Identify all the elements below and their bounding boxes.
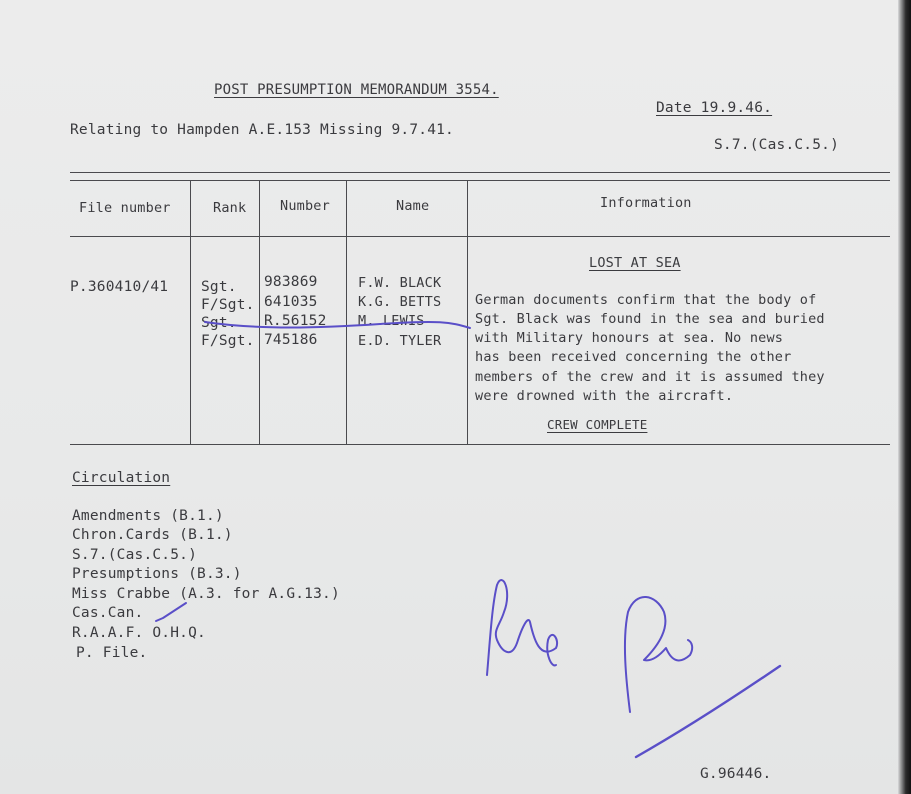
footer-reference: G.96446.	[700, 766, 772, 782]
row-1-rank: Sgt.	[201, 279, 237, 295]
row-4-name: E.D. TYLER	[358, 333, 442, 349]
circulation-item: P. File.	[76, 645, 148, 661]
memo-title: POST PRESUMPTION MEMORANDUM 3554.	[214, 82, 499, 98]
memo-date: Date 19.9.46.	[656, 100, 773, 116]
header-rank: Rank	[213, 200, 247, 216]
row-2-rank: F/Sgt.	[201, 297, 255, 313]
row-3-number: R.56152	[264, 313, 327, 329]
info-line-6: were drowned with the aircraft.	[475, 388, 734, 404]
info-line-5: members of the crew and it is assumed they	[475, 369, 825, 385]
info-footer: CREW COMPLETE	[547, 417, 648, 432]
circulation-item: Chron.Cards (B.1.)	[72, 527, 233, 543]
info-heading: LOST AT SEA	[589, 255, 681, 271]
circulation-item: R.A.A.F. O.H.Q.	[72, 625, 206, 641]
header-file-number: File number	[79, 200, 171, 216]
file-number-value: P.360410/41	[70, 279, 169, 295]
memo-relating: Relating to Hampden A.E.153 Missing 9.7.41.	[70, 122, 454, 138]
row-1-name: F.W. BLACK	[358, 275, 442, 291]
info-line-1: German documents confirm that the body of	[475, 292, 817, 308]
strike-line	[205, 322, 470, 328]
scan-edge	[898, 0, 911, 794]
header-name: Name	[396, 198, 430, 214]
circulation-item: Cas.Can.	[72, 605, 144, 621]
row-3-rank: Sgt.	[201, 315, 237, 331]
circulation-title: Circulation	[72, 470, 171, 486]
slash-mark	[636, 666, 780, 757]
circulation-item: Amendments (B.1.)	[72, 508, 224, 524]
info-line-4: has been received concerning the other	[475, 349, 792, 365]
tick-mark	[156, 603, 186, 621]
circulation-item: Presumptions (B.3.)	[72, 566, 242, 582]
row-2-name: K.G. BETTS	[358, 294, 442, 310]
row-1-number: 983869	[264, 274, 318, 290]
row-3-name: M. LEWIS	[358, 313, 425, 329]
info-line-3: with Military honours at sea. No news	[475, 330, 784, 346]
header-information: Information	[600, 195, 692, 211]
header-number: Number	[280, 198, 330, 214]
row-4-number: 745186	[264, 332, 318, 348]
circulation-item: Miss Crabbe (A.3. for A.G.13.)	[72, 586, 340, 602]
info-line-2: Sgt. Black was found in the sea and buried	[475, 311, 825, 327]
row-2-number: 641035	[264, 294, 318, 310]
signature	[625, 597, 692, 712]
circulation-item: S.7.(Cas.C.5.)	[72, 547, 198, 563]
initials-signature	[487, 580, 557, 675]
row-4-rank: F/Sgt.	[201, 333, 255, 349]
memo-reference: S.7.(Cas.C.5.)	[714, 137, 840, 153]
